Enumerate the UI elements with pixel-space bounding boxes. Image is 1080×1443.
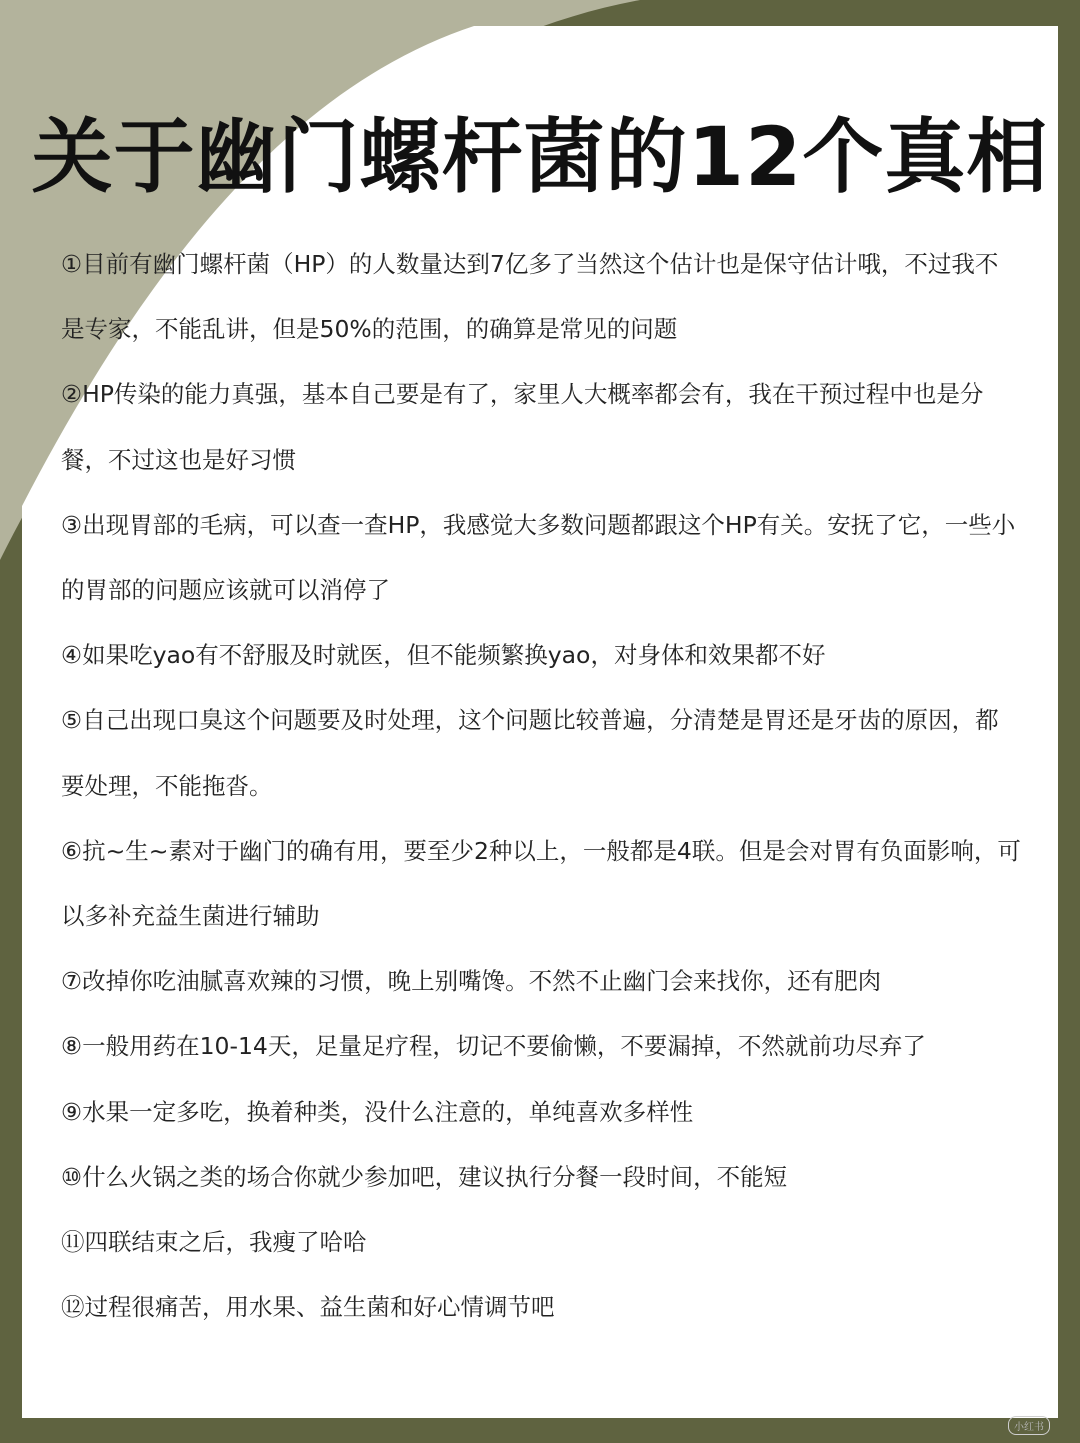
list-item: ④如果吃yao有不舒服及时就医，但不能频繁换yao，对身体和效果都不好 — [61, 641, 826, 670]
list-item: ⑥抗~生~素对于幽门的确有用，要至少2种以上，一般都是4联。但是会对胃有负面影响，可以多补充益生菌进行辅助 — [61, 836, 1021, 931]
list-item: ⑤自己出现口臭这个问题要及时处理，这个问题比较普遍，分清楚是胃还是牙齿的原因，都要处理，不能拖沓。 — [61, 706, 999, 800]
list-item: ①目前有幽门螺杆菌（HP）的人数量达到7亿多了当然这个估计也是保守估计哦，不过我不是专家，不能乱讲，但是50%的范围，的确算是常见的问题 — [61, 250, 999, 344]
list-item: ⑪四联结束之后，我瘦了哈哈 — [61, 1228, 367, 1257]
page-title: 关于幽门螺杆菌的12个真相 — [31, 111, 1049, 205]
list-item: ③出现胃部的毛病，可以查一查HP，我感觉大多数问题都跟这个HP有关。安抚了它，一些小的胃部的问题应该就可以消停了 — [61, 510, 1016, 605]
truth-list — [61, 232, 1021, 1340]
watermark-logo: 小红书 — [1008, 1416, 1050, 1435]
list-item: ⑧一般用药在10-14天，足量足疗程，切记不要偷懒，不要漏掉，不然就前功尽弃了 — [61, 1032, 926, 1061]
list-item: ⑩什么火锅之类的场合你就少参加吧，建议执行分餐一段时间，不能短 — [61, 1162, 788, 1191]
list-item: ②HP传染的能力真强，基本自己要是有了，家里人大概率都会有，我在干预过程中也是分餐，不过这也是好习惯 — [61, 380, 984, 474]
list-item: ⑦改掉你吃油腻喜欢辣的习惯，晚上别嘴馋。不然不止幽门会来找你，还有肥肉 — [61, 967, 882, 996]
list-item: ⑫过程很痛苦，用水果、益生菌和好心情调节吧 — [61, 1293, 555, 1322]
content-card — [22, 26, 1058, 1418]
list-item: ⑨水果一定多吃，换着种类，没什么注意的，单纯喜欢多样性 — [61, 1097, 694, 1126]
